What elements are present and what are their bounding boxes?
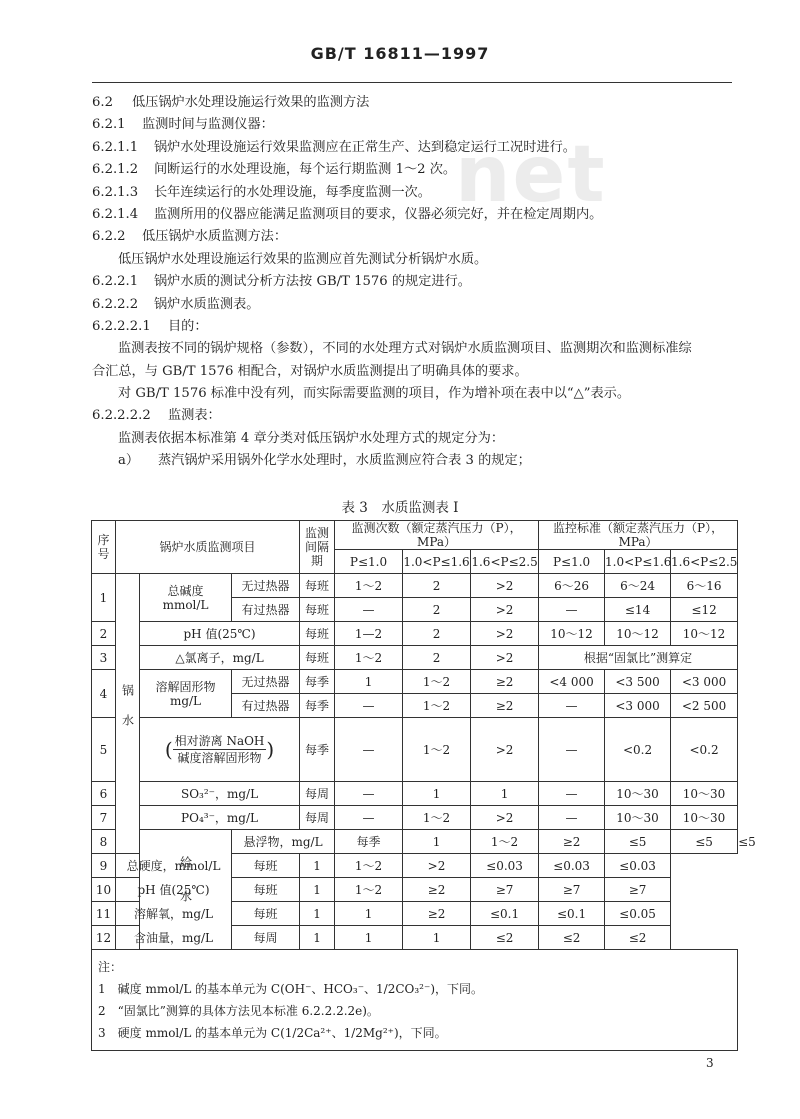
row-number: 8 (92, 830, 116, 854)
freq-cell: — (335, 806, 403, 830)
row-number: 6 (92, 782, 116, 806)
table-row (92, 670, 738, 694)
p-range: 1.0<P≤1.6 (403, 550, 471, 574)
para-num: 6.2.2.1 (92, 274, 139, 290)
std-cell: ≤0.1 (539, 902, 605, 926)
item-unit: mmol/L (162, 597, 209, 612)
para-purpose-3 (92, 383, 732, 405)
header-seq: 序号 (92, 521, 116, 574)
freq-cell: ≥2 (471, 694, 539, 718)
fraction-numerator: 相对游离 NaOH (174, 734, 265, 748)
interval-cell: 每班 (300, 622, 335, 646)
std-cell: <3 000 (671, 670, 738, 694)
para-text: 锅炉水质的测试分析方法按 GB/T 1576 的规定进行。 (154, 274, 471, 290)
interval-cell: 每班 (232, 878, 300, 902)
row-number: 10 (92, 878, 116, 902)
freq-cell: 2 (403, 598, 471, 622)
note-2: 2 “固氯比”测算的具体方法见本标准 6.2.2.2.2e)。 (98, 1004, 379, 1018)
row-number: 11 (92, 902, 116, 926)
interval-cell: 每季 (300, 718, 335, 782)
std-cell: <0.2 (671, 718, 738, 782)
item-naoh-ratio (140, 718, 300, 782)
para-6-2-1-3 (92, 182, 732, 204)
fraction-denominator: 碱度溶解固形物 (177, 751, 262, 765)
interval-cell: 每季 (335, 830, 403, 854)
interval-cell: 每班 (232, 902, 300, 926)
para-num: 6.2.2.2.1 (92, 318, 151, 334)
interval-cell: 每班 (300, 646, 335, 670)
interval-cell: 每班 (300, 574, 335, 598)
std-cell: ≤2 (539, 926, 605, 950)
freq-cell: 1 (335, 902, 403, 926)
standard-code: GB/T 16811—1997 (310, 44, 490, 63)
table-row (92, 622, 738, 646)
row-number: 3 (92, 646, 116, 670)
std-cell: 10～12 (605, 622, 671, 646)
para-text: 锅炉水处理设施运行效果监测应在正常生产、达到稳定运行工况时进行。 (154, 139, 576, 155)
item-unit: mg/L (169, 693, 202, 708)
table-caption: 表 3 水质监测表 I (341, 500, 459, 516)
freq-cell: 2 (403, 646, 471, 670)
freq-cell: 1～2 (335, 878, 403, 902)
item-name: 总硬度，mmol/L (116, 854, 232, 878)
para-num: 6.2.1.1 (92, 139, 139, 155)
std-cell: ≤0.03 (539, 854, 605, 878)
freq-cell: 1～2 (335, 646, 403, 670)
header-rule (92, 82, 732, 83)
std-cell: 10～30 (605, 806, 671, 830)
para-text: 合汇总，与 GB/T 1576 相配合，对锅炉水质监测提出了明确具体的要求。 (92, 363, 528, 379)
page-number: 3 (706, 1056, 714, 1070)
interval-cell: 每季 (300, 694, 335, 718)
para-num: 6.2.1.2 (92, 162, 139, 178)
item-name: SO₃²⁻，mg/L (140, 782, 300, 806)
table-notes-row (92, 950, 738, 1051)
freq-cell: 1 (300, 902, 335, 926)
freq-cell: 1～2 (335, 574, 403, 598)
freq-cell: 1～2 (335, 854, 403, 878)
std-cell: ≥7 (539, 878, 605, 902)
freq-cell: ≥2 (403, 902, 471, 926)
freq-cell: 1～2 (403, 718, 471, 782)
freq-cell: >2 (471, 718, 539, 782)
freq-cell: 1 (403, 782, 471, 806)
para-6-2 (92, 92, 732, 114)
para-text: 蒸汽锅炉采用锅外化学水处理时，水质监测应符合表 3 的规定； (158, 453, 531, 469)
freq-cell: 2 (403, 622, 471, 646)
interval-cell: 每周 (300, 806, 335, 830)
para-num: 6.2.1.3 (92, 184, 139, 200)
freq-cell: 1 (471, 782, 539, 806)
sub-item: 无过热器 (232, 574, 300, 598)
interval-cell: 每班 (232, 854, 300, 878)
p-range: 1.6<P≤2.5 (671, 550, 738, 574)
interval-cell: 每周 (232, 926, 300, 950)
row-number: 1 (92, 574, 116, 622)
para-text: 锅炉水质监测表。 (154, 296, 260, 312)
std-cell: ≤0.05 (605, 902, 671, 926)
table-row (92, 782, 738, 806)
freq-cell: >2 (471, 806, 539, 830)
std-cell: ≤2 (471, 926, 539, 950)
para-text: 长年连续运行的水处理设施，每季度监测一次。 (154, 184, 431, 200)
std-cell: ≤5 (671, 830, 738, 854)
row-number: 9 (92, 854, 116, 878)
p-range: 1.0<P≤1.6 (605, 550, 671, 574)
item-name: 含油量，mg/L (116, 926, 232, 950)
freq-cell: 1～2 (403, 694, 471, 718)
freq-cell: 1—2 (335, 622, 403, 646)
para-6-2-2-2-1 (92, 316, 732, 338)
sub-item: 有过热器 (232, 598, 300, 622)
freq-cell: >2 (471, 646, 539, 670)
row-number: 2 (92, 622, 116, 646)
p-range: 1.6<P≤2.5 (471, 550, 539, 574)
para-6-2-1-2 (92, 159, 732, 181)
freq-cell: — (335, 782, 403, 806)
freq-cell: >2 (403, 854, 471, 878)
freq-cell: 1～2 (403, 806, 471, 830)
freq-cell: ≥2 (539, 830, 605, 854)
std-cell: 6～24 (605, 574, 671, 598)
table-notes (92, 950, 738, 1051)
item-name: pH 值(25℃) (116, 878, 232, 902)
body-text (92, 92, 732, 473)
paren-right: ) (266, 737, 275, 762)
p-range: P≤1.0 (539, 550, 605, 574)
group-feed-water: 给水 (140, 830, 232, 950)
para-text: 低压锅炉水质监测方法： (142, 229, 288, 245)
sub-item: 无过热器 (232, 670, 300, 694)
para-6-2-1 (92, 114, 732, 136)
para-6-2-2 (92, 226, 732, 248)
para-item-a (92, 450, 732, 472)
para-text: 低压锅炉水处理设施运行效果的监测方法 (132, 95, 370, 110)
table-row (92, 718, 738, 782)
para-table-intro (92, 428, 732, 450)
para-num: 6.2.1.4 (92, 206, 139, 222)
std-cell: ≤0.03 (605, 854, 671, 878)
row-number: 12 (92, 926, 116, 950)
std-cell: 10～30 (671, 782, 738, 806)
header-frequency: 监测次数（额定蒸汽压力（P），MPa） (335, 521, 539, 550)
freq-cell: 1～2 (403, 670, 471, 694)
para-6-2-2-2 (92, 294, 732, 316)
std-cell: 6～26 (539, 574, 605, 598)
std-cell: <2 500 (671, 694, 738, 718)
freq-cell: 1 (300, 878, 335, 902)
std-cell: — (539, 782, 605, 806)
sub-item: 有过热器 (232, 694, 300, 718)
item-name: 溶解氧，mg/L (116, 902, 232, 926)
std-cell: 10～12 (539, 622, 605, 646)
freq-cell: 1 (335, 926, 403, 950)
p-range: P≤1.0 (335, 550, 403, 574)
freq-cell: >2 (471, 622, 539, 646)
para-6-2-1-4 (92, 204, 732, 226)
item-name: 总碱度 (167, 583, 204, 598)
std-cell: 10～12 (671, 622, 738, 646)
para-text: 间断运行的水处理设施，每个运行期监测 1～2 次。 (154, 162, 457, 178)
para-text: 目的： (168, 318, 208, 334)
freq-cell: — (335, 694, 403, 718)
header-standard: 监控标准（额定蒸汽压力（P），MPa） (539, 521, 738, 550)
freq-cell: ≥2 (471, 670, 539, 694)
para-6-2-2-1 (92, 271, 732, 293)
freq-cell: 1 (300, 926, 335, 950)
std-cell: <4 000 (539, 670, 605, 694)
std-cell-chloride: 根据“固氯比”测算定 (539, 646, 738, 670)
freq-cell: — (335, 718, 403, 782)
item-dissolved-solids (140, 670, 232, 718)
para-6-2-2-2-2 (92, 405, 732, 427)
table-row (92, 646, 738, 670)
std-cell: 10～30 (671, 806, 738, 830)
freq-cell: >2 (471, 598, 539, 622)
freq-cell: 1～2 (471, 830, 539, 854)
para-text: 低压锅炉水处理设施运行效果的监测应首先测试分析锅炉水质。 (118, 251, 488, 267)
std-cell: <3 000 (605, 694, 671, 718)
freq-cell: ≥2 (403, 878, 471, 902)
note-1: 1 碱度 mmol/L 的基本单元为 C(OH⁻、HCO₃⁻、1/2CO₃²⁻)，下同。 (98, 982, 484, 996)
std-cell: 6～16 (671, 574, 738, 598)
table-row (92, 574, 738, 598)
para-text: 监测表依据本标准第 4 章分类对低压锅炉水处理方式的规定分为： (118, 430, 505, 446)
freq-cell: 1 (335, 670, 403, 694)
para-text: 对 GB/T 1576 标准中没有列，而实际需要监测的项目，作为增补项在表中以“△”表示。 (118, 386, 631, 402)
para-num: a） (118, 453, 140, 469)
row-number: 7 (92, 806, 116, 830)
item-name: 悬浮物，mg/L (232, 830, 335, 854)
item-name: 溶解固形物 (155, 679, 216, 694)
table-header-row-1 (92, 521, 738, 550)
std-cell: <0.2 (605, 718, 671, 782)
group-boiler-water: 锅水 (116, 574, 140, 854)
para-6-2-1-1 (92, 137, 732, 159)
std-cell: ≥7 (605, 878, 671, 902)
para-text: 监测所用的仪器应能满足监测项目的要求，仪器必须完好，并在检定周期内。 (154, 206, 603, 222)
item-name: pH 值(25℃) (140, 622, 300, 646)
para-text: 监测表按不同的锅炉规格（参数），不同的水处理方式对锅炉水质监测项目、监测期次和监测标准综 (118, 341, 692, 357)
freq-cell: — (335, 598, 403, 622)
std-cell: — (539, 806, 605, 830)
interval-cell: 每周 (300, 782, 335, 806)
std-cell: ≤12 (671, 598, 738, 622)
note-3: 3 硬度 mmol/L 的基本单元为 C(1/2Ca²⁺、1/2Mg²⁺)，下同。 (98, 1026, 447, 1040)
freq-cell: 1 (403, 926, 471, 950)
header-item: 锅炉水质监测项目 (116, 521, 300, 574)
std-cell: ≤14 (605, 598, 671, 622)
freq-cell: 1 (300, 854, 335, 878)
item-name: PO₄³⁻，mg/L (140, 806, 300, 830)
table-row (92, 926, 738, 950)
std-cell: — (539, 694, 605, 718)
std-cell: ≥7 (471, 878, 539, 902)
fraction (173, 734, 267, 765)
para-num: 6.2.2.2.2 (92, 408, 151, 424)
std-cell: 10～30 (605, 782, 671, 806)
paren-left: ( (164, 737, 173, 762)
interval-cell: 每班 (300, 598, 335, 622)
para-purpose-1 (92, 338, 732, 360)
water-quality-table (91, 520, 756, 1051)
std-cell: ≤0.03 (471, 854, 539, 878)
para-num: 6.2.1 (92, 117, 126, 133)
table-row: 8 给水 悬浮物，mg/L 每季 1 1～2 ≥2 ≤5 ≤5 ≤5 (92, 830, 738, 854)
std-cell: ≤5 (605, 830, 671, 854)
std-cell: ≤2 (605, 926, 671, 950)
para-6-2-2-body (92, 249, 732, 271)
para-purpose-2 (92, 361, 732, 383)
watermark: net (455, 130, 607, 220)
std-cell: — (539, 598, 605, 622)
para-text: 监测时间与监测仪器： (142, 117, 274, 133)
row-number: 5 (92, 718, 116, 782)
table-row (92, 806, 738, 830)
para-num: 6.2.2 (92, 229, 126, 245)
std-cell: ≤0.1 (471, 902, 539, 926)
interval-cell: 每季 (300, 670, 335, 694)
para-num: 6.2 (92, 95, 113, 110)
freq-cell: 1 (403, 830, 471, 854)
row-number: 4 (92, 670, 116, 718)
freq-cell: 2 (403, 574, 471, 598)
std-cell: <3 500 (605, 670, 671, 694)
item-name: △氯离子，mg/L (140, 646, 300, 670)
note-title: 注： (98, 960, 123, 974)
item-total-alkalinity (140, 574, 232, 622)
para-num: 6.2.2.2 (92, 296, 139, 312)
std-cell: — (539, 718, 605, 782)
header-interval: 监测间隔期 (300, 521, 335, 574)
para-text: 监测表： (168, 408, 221, 424)
freq-cell: >2 (471, 574, 539, 598)
